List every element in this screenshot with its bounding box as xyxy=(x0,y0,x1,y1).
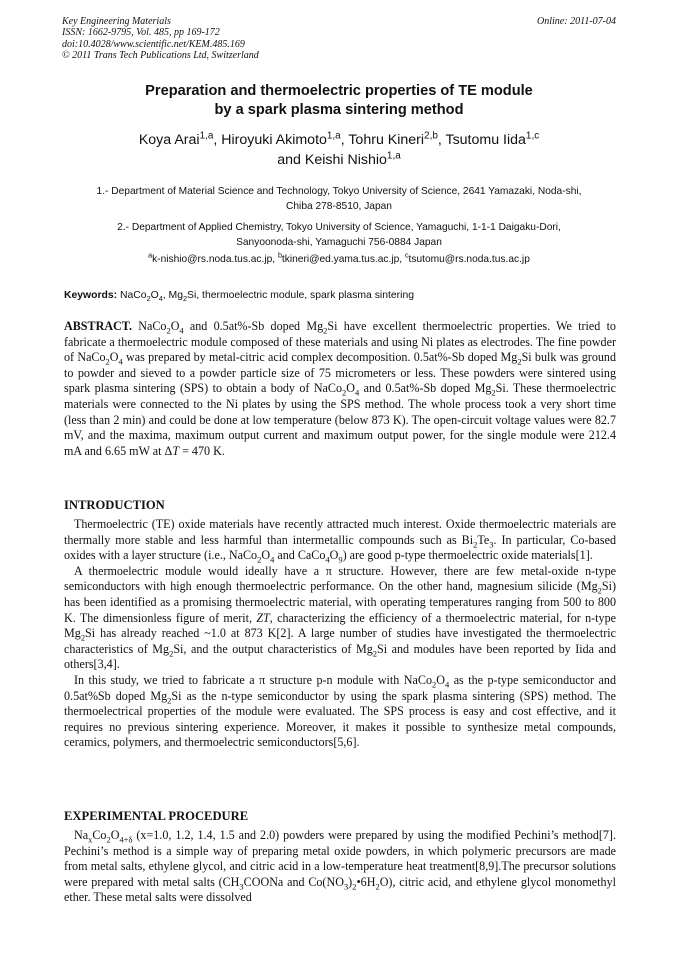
subscript: 4 xyxy=(179,325,184,336)
copyright-line: © 2011 Trans Tech Publications Ltd, Switzerland xyxy=(62,50,259,62)
text-run: Te xyxy=(477,532,490,547)
intro-paragraph-1 xyxy=(64,517,616,564)
subscript: 4+δ xyxy=(119,834,133,845)
text-run: Si, and the output characteristics of Mg xyxy=(173,641,373,656)
subscript: 3 xyxy=(489,539,494,549)
author-affil-mark: 1,c xyxy=(525,130,540,142)
subscript: 2 xyxy=(372,648,377,659)
experimental-body xyxy=(64,828,616,906)
subscript: 3 xyxy=(343,881,349,892)
introduction-body xyxy=(64,517,616,751)
subscript: 2 xyxy=(352,881,357,892)
abstract-paragraph xyxy=(64,319,616,459)
affiliation-1-line-1: 1.- Department of Material Science and Technology, Tokyo University of Science, 2641 Yamazaki, Noda-shi, xyxy=(96,186,582,197)
text-run: COONa and Co(NO xyxy=(243,874,344,889)
text-run: Na xyxy=(74,828,89,842)
subscript: 2 xyxy=(517,356,522,367)
subscript: 2 xyxy=(342,387,347,398)
subscript: 2 xyxy=(323,325,328,336)
subscript: 4 xyxy=(355,387,360,398)
subscript: x xyxy=(88,834,93,845)
subscript: 2 xyxy=(169,648,174,659)
text-run: In this study, we tried to fabricate a π structure p-n module with NaCo xyxy=(74,672,433,687)
introduction-heading: INTRODUCTION xyxy=(64,498,165,512)
author-name: Koya Arai xyxy=(138,132,200,148)
email-mark: a xyxy=(148,251,153,260)
subscript: 2 xyxy=(167,694,172,705)
email-address[interactable]: tkineri@ed.yama.tus.ac.jp, xyxy=(281,254,403,265)
text-run: T xyxy=(172,443,180,458)
author-name: Keishi Nishio xyxy=(304,152,387,168)
subscript: 2 xyxy=(375,881,380,892)
subscript: 4 xyxy=(118,356,123,367)
text-run: O xyxy=(110,828,120,842)
email-mark: c xyxy=(404,251,409,260)
subscript: 2 xyxy=(597,585,602,596)
affiliation-1 xyxy=(62,184,616,214)
paper-title xyxy=(62,82,616,120)
text-run: (x=1.0, 1.2, 1.4, 1.5 and 2.0) powders were prepared by using the modified Pechini’s method[7]. Pechini’s method is a simple way of preparing metal oxide powders, in which polymeric precursors are made from metal salts, ethylene glycol, and citric acid in a low-temperature heat treatment[8,9].The precursor solutions were prepared with metal salts (CH xyxy=(64,828,616,889)
subscript: 4 xyxy=(325,554,330,565)
keyword-text: , Mg xyxy=(162,290,183,301)
subscript: 9 xyxy=(338,554,343,565)
email-address[interactable]: k-nishio@rs.noda.tus.ac.jp, xyxy=(152,254,276,265)
text-run: Si have excellent thermoelectric properties. We tried to fabricate a thermoelectric module composed of these materials and using Ni plates as electrodes. The fine powder of NaCo xyxy=(64,319,616,365)
subscript: 2 xyxy=(105,356,110,367)
keyword-subscript: 2 xyxy=(146,294,151,304)
author-list xyxy=(62,130,616,170)
text-run: and 0.5at%-Sb doped Mg xyxy=(359,381,492,396)
doi-line: doi:10.4028/www.scientific.net/KEM.485.169 xyxy=(62,38,245,50)
text-run: Si. These thermoelectric materials were connected to the Ni plates by using the SPS method. The whole process took a very short time (less than 2 min) and could be done at low temperature (below 873 K). The open-circuit voltage values were 82.7 mV, and the maxima, maximum output current and maximum output power, for the single module were 212.4 mA and 6.65 mW at Δ xyxy=(64,381,616,458)
text-run: Si has already reached ~1.0 at 873 K[2]. A large number of studies have investigated the thermoelectric characteristics of Mg xyxy=(64,626,616,656)
text-run: as the p-type semiconductor and 0.5at%Sb doped Mg xyxy=(64,672,616,703)
keyword-subscript: 2 xyxy=(183,294,188,304)
author-name: Tohru Kineri xyxy=(348,132,425,148)
text-run: O), citric acid, and ethylene glycol monomethyl ether. These metal salts were dissolved xyxy=(64,874,616,905)
text-run: ZT xyxy=(256,610,270,625)
subscript: 2 xyxy=(473,539,478,549)
author-name: Hiroyuki Akimoto xyxy=(221,132,327,148)
email-address[interactable]: tsutomu@rs.noda.tus.ac.jp xyxy=(408,254,530,265)
text-run: ) are good p-type thermoelectric oxide materials[1]. xyxy=(342,548,593,563)
text-run: O xyxy=(261,548,271,563)
author-affil-mark: 1,a xyxy=(199,130,214,142)
subscript: 2 xyxy=(432,679,437,690)
text-run: O xyxy=(170,319,180,333)
text-run: O xyxy=(436,672,445,687)
text-run: = 470 K. xyxy=(179,443,225,458)
subscript: 2 xyxy=(257,554,262,565)
email-list xyxy=(62,252,616,267)
issn-line: ISSN: 1662-9795, Vol. 485, pp 169-172 xyxy=(62,27,220,39)
affiliation-2 xyxy=(62,220,616,250)
author-affil-mark: 1,a xyxy=(386,150,401,162)
text-run: O xyxy=(329,548,339,563)
author-name: Tsutomu Iida xyxy=(445,132,526,148)
text-run: was prepared by metal-citric acid complex decomposition. 0.5at%-Sb doped Mg xyxy=(122,350,518,365)
experimental-paragraph-1 xyxy=(64,828,616,906)
author-affil-mark: 1,a xyxy=(326,130,341,142)
affiliation-2-line-2: Sanyoonoda-shi, Yamaguchi 756-0884 Japan xyxy=(236,237,442,248)
subscript: 2 xyxy=(106,834,111,845)
experimental-heading: EXPERIMENTAL PROCEDURE xyxy=(64,809,249,823)
text-run: Si bulk was ground to powder and sieved to a powder particle size of 75 micrometers or less. These powders were sintered using spark plasma sintering (SPS) to obtain a body of NaCo xyxy=(64,350,617,396)
subscript: 4 xyxy=(270,554,275,565)
online-date: Online: 2011-07-04 xyxy=(537,16,616,27)
text-run: . In particular, Co-based oxides with a layer structure (i.e., NaCo xyxy=(64,532,616,563)
affiliation-1-line-2: Chiba 278-8510, Japan xyxy=(286,201,392,212)
text-run: ) xyxy=(348,874,353,889)
journal-header xyxy=(62,16,616,62)
keywords-label: Keywords: xyxy=(64,290,118,301)
text-run: , characterizing the efficiency of a thermoelectric material, for n-type Mg xyxy=(64,610,616,641)
keyword-text: Si, thermoelectric module, spark plasma sintering xyxy=(187,290,415,301)
subscript: 2 xyxy=(80,632,86,643)
keyword-text: NaCo xyxy=(120,290,147,301)
title-line-2: by a spark plasma sintering method xyxy=(214,102,464,118)
title-line-1: Preparation and thermoelectric properties of TE module xyxy=(145,83,533,99)
keyword-subscript: 4 xyxy=(158,294,163,304)
subscript: 2 xyxy=(166,325,171,336)
author-and: and xyxy=(277,152,301,168)
text-run: A thermoelectric module would ideally have a π structure. However, there are few metal-oxide n-type semiconductors with high enough thermoelectric performance. On the other hand, magnesium silicide (Mg xyxy=(64,563,616,594)
email-mark: b xyxy=(277,251,282,260)
journal-name: Key Engineering Materials xyxy=(62,16,171,27)
subscript: 2 xyxy=(491,387,496,398)
subscript: 4 xyxy=(444,679,450,690)
abstract-label: ABSTRACT. xyxy=(64,319,132,333)
text-run: and CaCo xyxy=(274,548,326,563)
subscript: 3 xyxy=(239,881,244,892)
text-run: Si and modules have been reported by Iida and others[3,4]. xyxy=(64,641,616,672)
text-run: NaCo xyxy=(132,319,167,333)
keywords xyxy=(64,289,616,303)
text-run: Si as the n-type semiconductor by using the spark plasma sintering (SPS) method. The thermoelectrical properties of the module were evaluated. The SPS process is easy and cost effective, and it requires no previous sintering experience. Moreover, it makes it possible to synthesize metal compounds, ceramics, polymers, and thermoelectric semiconductors[5,6]. xyxy=(64,688,616,750)
intro-paragraph-3 xyxy=(64,673,616,751)
author-line-2 xyxy=(62,150,616,170)
author-line-1: Koya Arai$^{1,a}$, Hiroyuki Akimoto$^{1,a}$, Tohru Kineri$^{2,b}$, Tsutomu Iida$^{1,c}$ xyxy=(138,130,540,148)
text-run: •6H xyxy=(356,874,376,889)
text-run: Si) has been identified as a promising thermoelectric material, with operating temperatures ranging from 500 to 800 K. The dimensionless figure of merit, xyxy=(64,579,616,625)
text-run: O xyxy=(346,381,356,396)
affiliation-2-line-1: 2.- Department of Applied Chemistry, Tokyo University of Science, Yamaguchi, 1-1-1 Daigaku-Dori, xyxy=(117,222,561,233)
abstract xyxy=(64,319,616,459)
intro-paragraph-2 xyxy=(64,564,616,673)
author-affil-mark: 2,b xyxy=(424,130,438,142)
keyword-text: O xyxy=(150,290,159,301)
text-run: and 0.5at%-Sb doped Mg xyxy=(183,319,324,333)
text-run: O xyxy=(109,350,119,365)
text-run: Thermoelectric (TE) oxide materials have recently attracted much interest. Oxide thermoelectric materials are thermally more stable and less harmful than intermetallic compounds such as Bi xyxy=(64,517,616,547)
text-run: Co xyxy=(92,828,107,842)
